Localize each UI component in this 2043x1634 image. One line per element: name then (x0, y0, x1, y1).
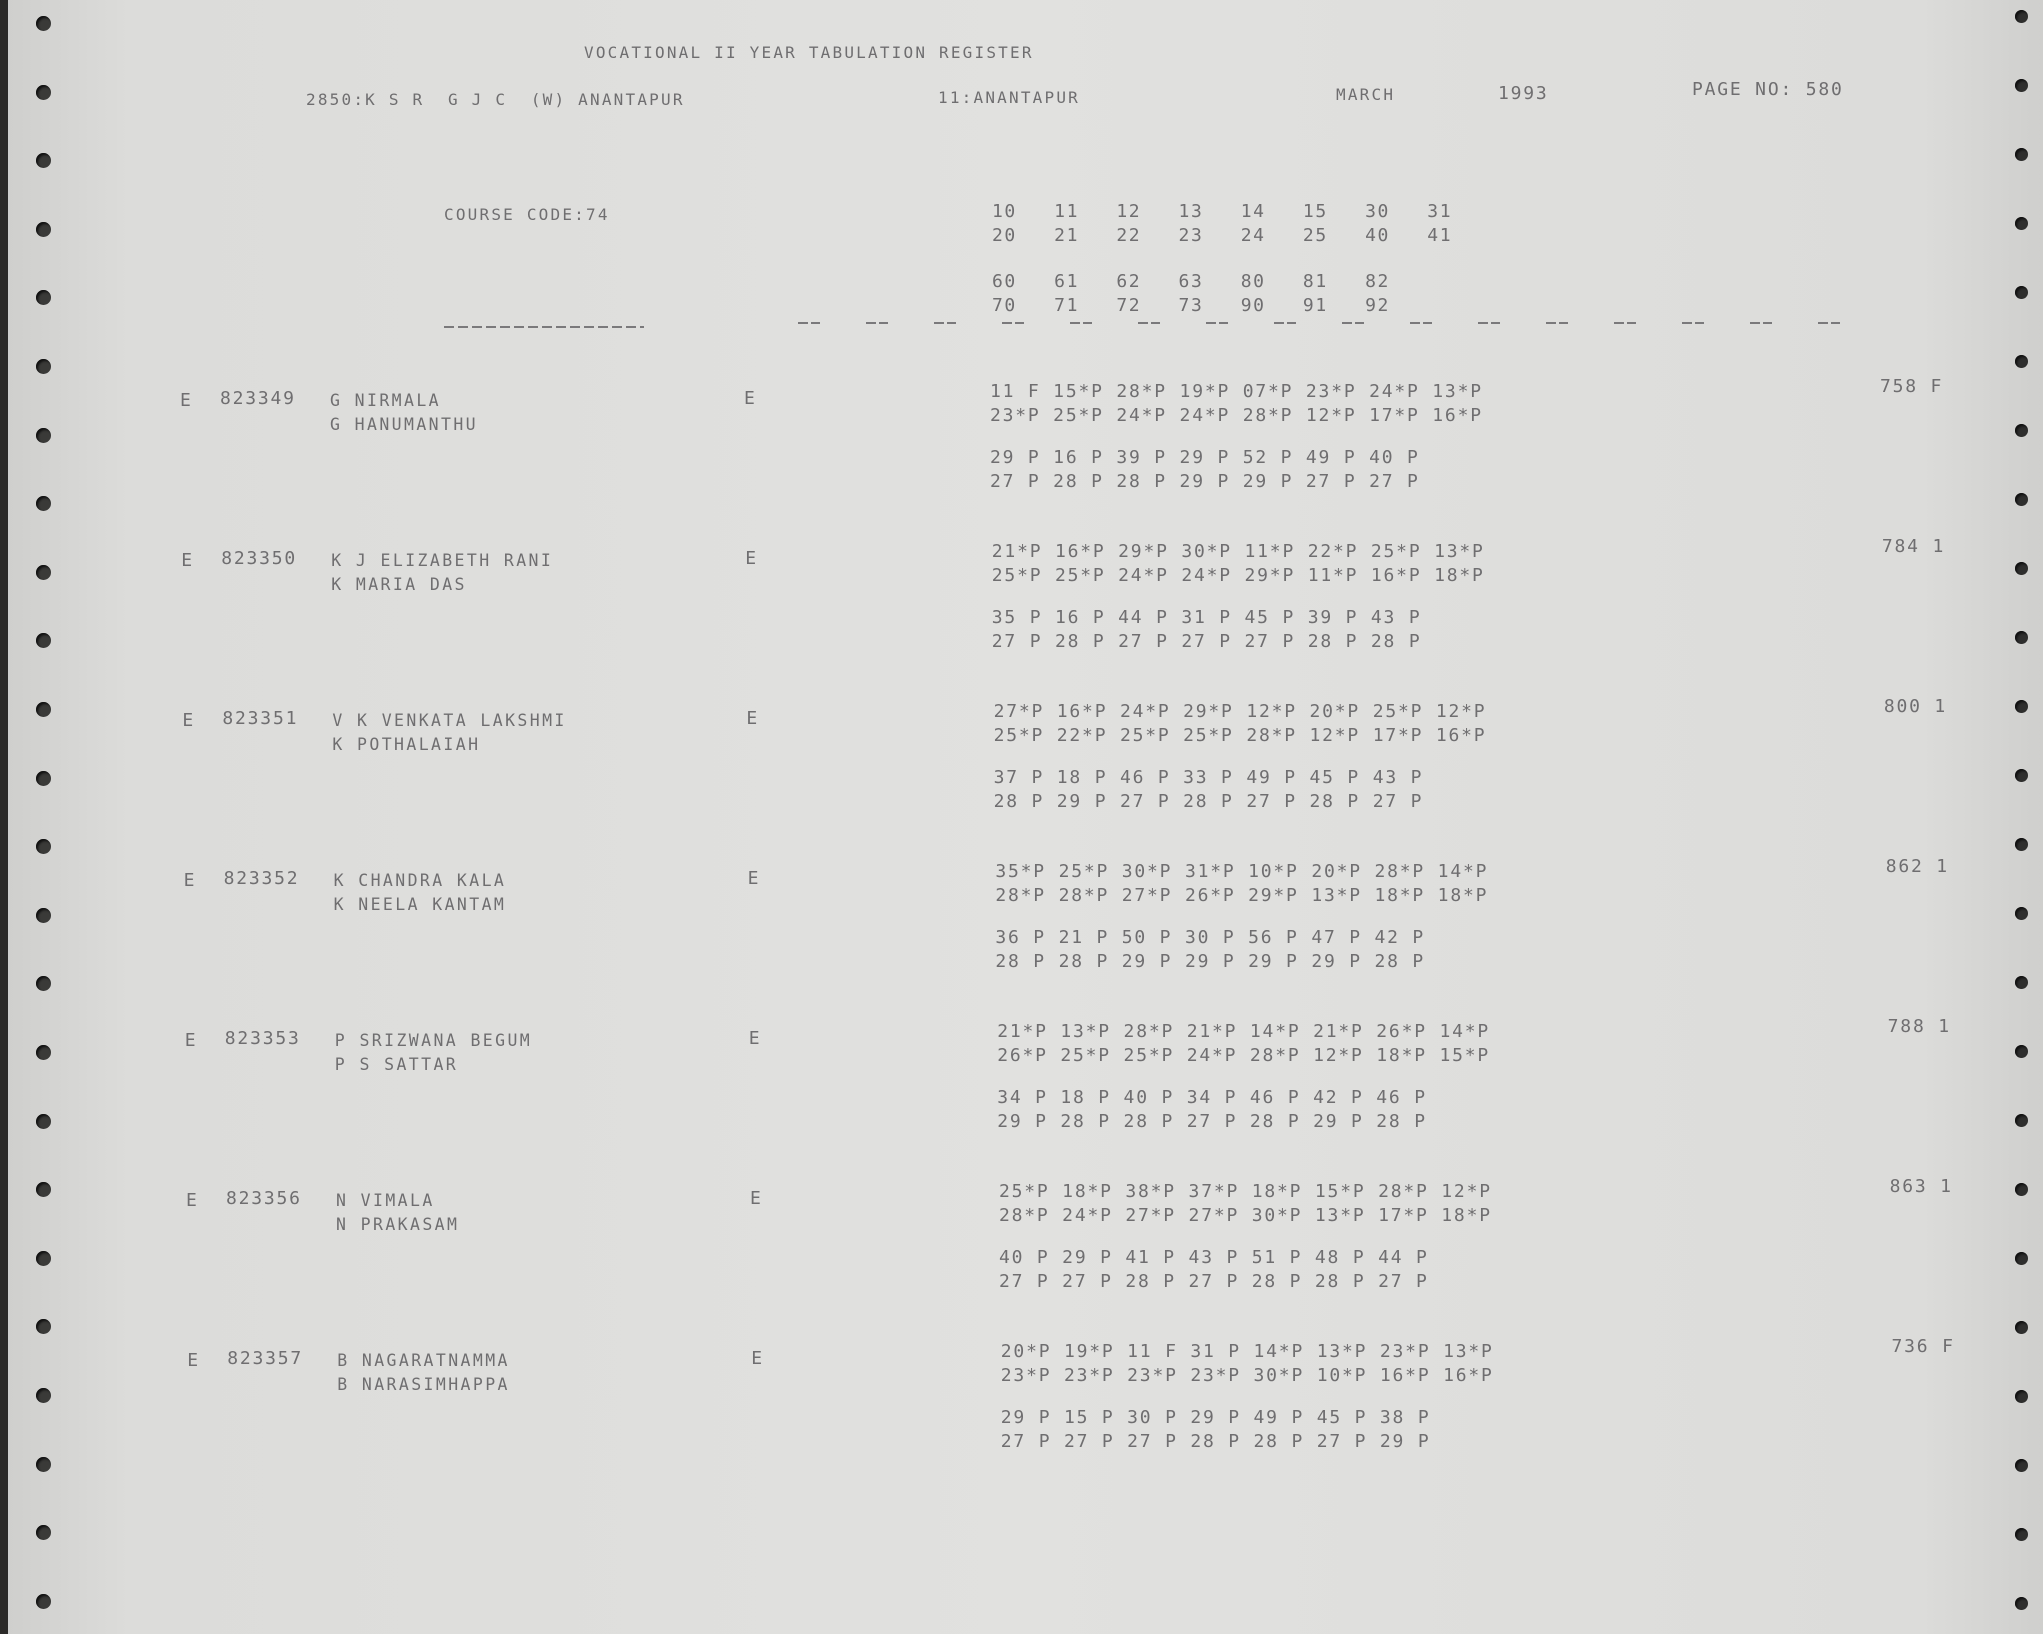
subject-code-row: 20 21 22 23 24 25 40 41 (992, 225, 1453, 246)
course-code-label: COURSE CODE:74 (444, 205, 610, 224)
practical-marks-block (995, 926, 1425, 974)
practical-marks-row: 27 P 27 P 27 P 28 P 28 P 27 P 29 P (1000, 1431, 1431, 1452)
medium-code: E (184, 1030, 198, 1051)
tractor-hole (36, 496, 51, 511)
separator-dash (798, 322, 820, 324)
right-tractor-holes (2015, 0, 2043, 1634)
separator-dash (1070, 322, 1092, 324)
district-name: 11:ANANTAPUR (938, 88, 1080, 107)
practical-marks-row: 29 P 28 P 28 P 27 P 28 P 29 P 28 P (997, 1111, 1427, 1132)
parent-name: K MARIA DAS (331, 575, 467, 594)
tractor-hole (36, 633, 51, 648)
practical-marks-row: 27 P 27 P 28 P 27 P 28 P 28 P 27 P (999, 1271, 1429, 1292)
tractor-hole (36, 1045, 51, 1060)
printout-sheet (8, 0, 2043, 1634)
medium-flag: E (747, 868, 761, 889)
parent-name: P S SATTAR (334, 1055, 459, 1074)
practical-marks-row: 27 P 28 P 27 P 27 P 27 P 28 P 28 P (991, 631, 1422, 652)
student-name: N VIMALA (336, 1191, 435, 1210)
student-names (331, 549, 553, 597)
separator-dash (1206, 322, 1228, 324)
tractor-hole (36, 839, 51, 854)
parent-name: K POTHALAIAH (332, 735, 481, 754)
tractor-hole (36, 85, 51, 100)
theory-marks-row: 25*P 25*P 24*P 24*P 29*P 11*P 16*P 18*P (991, 565, 1485, 586)
register-title: VOCATIONAL II YEAR TABULATION REGISTER (584, 43, 1034, 62)
tractor-hole (36, 222, 51, 237)
student-name: K CHANDRA KALA (333, 871, 507, 890)
tractor-hole (36, 428, 51, 443)
practical-marks-row: 36 P 21 P 50 P 30 P 56 P 47 P 42 P (995, 927, 1426, 948)
tractor-hole (2015, 769, 2028, 782)
tractor-hole (2015, 1459, 2028, 1472)
tractor-hole (2015, 10, 2028, 23)
theory-marks-block (997, 1020, 1490, 1068)
separator-dash (1750, 322, 1772, 324)
roll-number: 823353 (224, 1028, 301, 1049)
practical-marks-row: 28 P 29 P 27 P 28 P 27 P 28 P 27 P (993, 791, 1424, 812)
parent-name: N PRAKASAM (336, 1215, 460, 1234)
theory-marks-block (990, 380, 1483, 428)
student-names (337, 1349, 510, 1397)
medium-flag: E (751, 1348, 764, 1369)
tractor-hole (36, 702, 51, 717)
student-name: P SRIZWANA BEGUM (334, 1031, 533, 1050)
separator-dash (1138, 322, 1160, 324)
tractor-hole (36, 290, 51, 305)
practical-marks-row: 29 P 15 P 30 P 29 P 49 P 45 P 38 P (1000, 1407, 1431, 1428)
separator-dash (866, 322, 888, 324)
separator-dash (1002, 322, 1024, 324)
tractor-hole (36, 976, 51, 991)
theory-marks-row: 21*P 13*P 28*P 21*P 14*P 21*P 26*P 14*P (997, 1021, 1491, 1042)
grand-total: 863 1 (1889, 1176, 1953, 1197)
tractor-hole (2015, 286, 2028, 299)
student-name: V K VENKATA LAKSHMI (332, 711, 567, 730)
tractor-hole (36, 153, 51, 168)
tractor-hole (2015, 1252, 2028, 1265)
medium-flag: E (744, 388, 757, 409)
theory-marks-block (1001, 1340, 1494, 1388)
tractor-hole (2015, 562, 2028, 575)
student-name: B NAGARATNAMMA (337, 1351, 510, 1370)
college-name: 2850:K S R G J C (W) ANANTAPUR (306, 90, 685, 109)
grand-total: 736 F (1891, 1336, 1955, 1357)
practical-marks-row: 27 P 28 P 28 P 29 P 29 P 27 P 27 P (990, 471, 1420, 492)
tractor-hole (2015, 1321, 2028, 1334)
student-names (334, 869, 507, 917)
tractor-hole (36, 359, 51, 374)
tractor-hole (2015, 79, 2028, 92)
medium-code: E (187, 1350, 200, 1371)
practical-marks-row: 34 P 18 P 40 P 34 P 46 P 42 P 46 P (997, 1087, 1427, 1108)
medium-code: E (183, 870, 197, 891)
roll-number: 823357 (227, 1348, 304, 1369)
practical-marks-block (1001, 1406, 1431, 1454)
practical-marks-row: 40 P 29 P 41 P 43 P 51 P 48 P 44 P (999, 1247, 1429, 1268)
page-number: PAGE NO: 580 (1692, 79, 1844, 100)
theory-marks-row: 20*P 19*P 11 F 31 P 14*P 13*P 23*P 13*P (1000, 1341, 1494, 1362)
tractor-hole (36, 1388, 51, 1403)
theory-marks-row: 23*P 25*P 24*P 24*P 28*P 12*P 17*P 16*P (990, 405, 1483, 426)
theory-marks-row: 23*P 23*P 23*P 23*P 30*P 10*P 16*P 16*P (1000, 1365, 1494, 1386)
tractor-hole (2015, 1597, 2028, 1610)
tractor-hole (36, 16, 51, 31)
theory-marks-row: 11 F 15*P 28*P 19*P 07*P 23*P 24*P 13*P (990, 381, 1483, 402)
student-name: G NIRMALA (330, 391, 442, 410)
practical-marks-row: 37 P 18 P 46 P 33 P 49 P 45 P 43 P (993, 767, 1424, 788)
parent-name: B NARASIMHAPPA (337, 1375, 510, 1394)
medium-flag: E (748, 1028, 762, 1049)
theory-marks-block (994, 700, 1487, 748)
practical-marks-block (999, 1246, 1429, 1294)
student-names (332, 709, 566, 757)
theory-marks-row: 25*P 18*P 38*P 37*P 18*P 15*P 28*P 12*P (999, 1181, 1492, 1202)
exam-year: 1993 (1498, 83, 1549, 104)
practical-marks-row: 28 P 28 P 29 P 29 P 29 P 29 P 28 P (995, 951, 1426, 972)
separator-dash (1274, 322, 1296, 324)
medium-flag: E (746, 708, 760, 729)
tractor-hole (2015, 631, 2028, 644)
exam-month: MARCH (1336, 85, 1396, 104)
practical-marks-block (994, 766, 1424, 814)
roll-number: 823352 (223, 868, 300, 889)
roll-number: 823351 (222, 708, 299, 729)
tractor-hole (36, 1594, 51, 1609)
practical-marks-row: 29 P 16 P 39 P 29 P 52 P 49 P 40 P (990, 447, 1420, 468)
separator-dash (1614, 322, 1636, 324)
separator-dash (934, 322, 956, 324)
parent-name: G HANUMANTHU (330, 415, 479, 434)
student-names (335, 1029, 532, 1077)
separator-dash (1410, 322, 1432, 324)
theory-marks-row: 21*P 16*P 29*P 30*P 11*P 22*P 25*P 13*P (991, 541, 1485, 562)
roll-number: 823356 (226, 1188, 302, 1209)
separator-dash (1818, 322, 1840, 324)
theory-marks-row: 35*P 25*P 30*P 31*P 10*P 20*P 28*P 14*P (995, 861, 1489, 882)
tractor-hole (2015, 1183, 2028, 1196)
medium-code: E (181, 550, 194, 571)
theory-marks-row: 26*P 25*P 25*P 24*P 28*P 12*P 18*P 15*P (997, 1045, 1491, 1066)
student-names (336, 1189, 459, 1237)
subject-codes-top (992, 200, 1452, 248)
subject-code-row: 60 61 62 63 80 81 82 (992, 271, 1390, 292)
tractor-hole (2015, 838, 2028, 851)
tractor-hole (2015, 424, 2028, 437)
medium-flag: E (745, 548, 758, 569)
tractor-hole (36, 1114, 51, 1129)
theory-marks-block (992, 540, 1485, 588)
practical-marks-block (997, 1086, 1427, 1134)
parent-name: K NEELA KANTAM (333, 895, 507, 914)
subject-codes-bottom (992, 270, 1390, 318)
separator-dash (1342, 322, 1364, 324)
student-name: K J ELIZABETH RANI (331, 551, 554, 570)
tractor-hole (2015, 1528, 2028, 1541)
theory-marks-row: 28*P 24*P 27*P 27*P 30*P 13*P 17*P 18*P (999, 1205, 1492, 1226)
theory-marks-row: 25*P 22*P 25*P 25*P 28*P 12*P 17*P 16*P (993, 725, 1487, 746)
tractor-hole (2015, 1390, 2028, 1403)
tractor-hole (2015, 148, 2028, 161)
tractor-hole (2015, 1114, 2028, 1127)
grand-total: 788 1 (1887, 1016, 1951, 1037)
tractor-hole (2015, 976, 2028, 989)
separator-dash (1478, 322, 1500, 324)
tractor-hole (2015, 355, 2028, 368)
left-tractor-holes (36, 0, 66, 1634)
subject-code-row: 70 71 72 73 90 91 92 (992, 295, 1390, 316)
theory-marks-row: 27*P 16*P 24*P 29*P 12*P 20*P 25*P 12*P (993, 701, 1487, 722)
tractor-hole (36, 1525, 51, 1540)
tractor-hole (2015, 700, 2028, 713)
roll-number: 823349 (220, 388, 296, 409)
tractor-hole (2015, 217, 2028, 230)
separator-dash (444, 326, 644, 328)
tractor-hole (2015, 493, 2028, 506)
roll-number: 823350 (221, 548, 298, 569)
tractor-hole (36, 1251, 51, 1266)
tractor-hole (36, 771, 51, 786)
grand-total: 784 1 (1881, 536, 1946, 557)
subject-code-row: 10 11 12 13 14 15 30 31 (992, 201, 1453, 222)
practical-marks-block (992, 606, 1422, 654)
grand-total: 862 1 (1885, 856, 1949, 877)
medium-code: E (180, 390, 193, 411)
tractor-hole (36, 565, 51, 580)
grand-total: 800 1 (1883, 696, 1948, 717)
tractor-hole (2015, 1045, 2028, 1058)
medium-code: E (182, 710, 196, 731)
theory-marks-row: 28*P 28*P 27*P 26*P 29*P 13*P 18*P 18*P (995, 885, 1489, 906)
practical-marks-block (990, 446, 1420, 494)
theory-marks-block (995, 860, 1488, 908)
theory-marks-block (999, 1180, 1492, 1228)
separator-dash (1546, 322, 1568, 324)
grand-total: 758 F (1880, 376, 1944, 397)
separator-dash (1682, 322, 1704, 324)
student-names (330, 389, 478, 437)
practical-marks-row: 35 P 16 P 44 P 31 P 45 P 39 P 43 P (991, 607, 1422, 628)
tractor-hole (36, 1319, 51, 1334)
tractor-hole (36, 1182, 51, 1197)
medium-code: E (186, 1190, 199, 1211)
tractor-hole (36, 1457, 51, 1472)
medium-flag: E (750, 1188, 763, 1209)
tractor-hole (36, 908, 51, 923)
tractor-hole (2015, 907, 2028, 920)
